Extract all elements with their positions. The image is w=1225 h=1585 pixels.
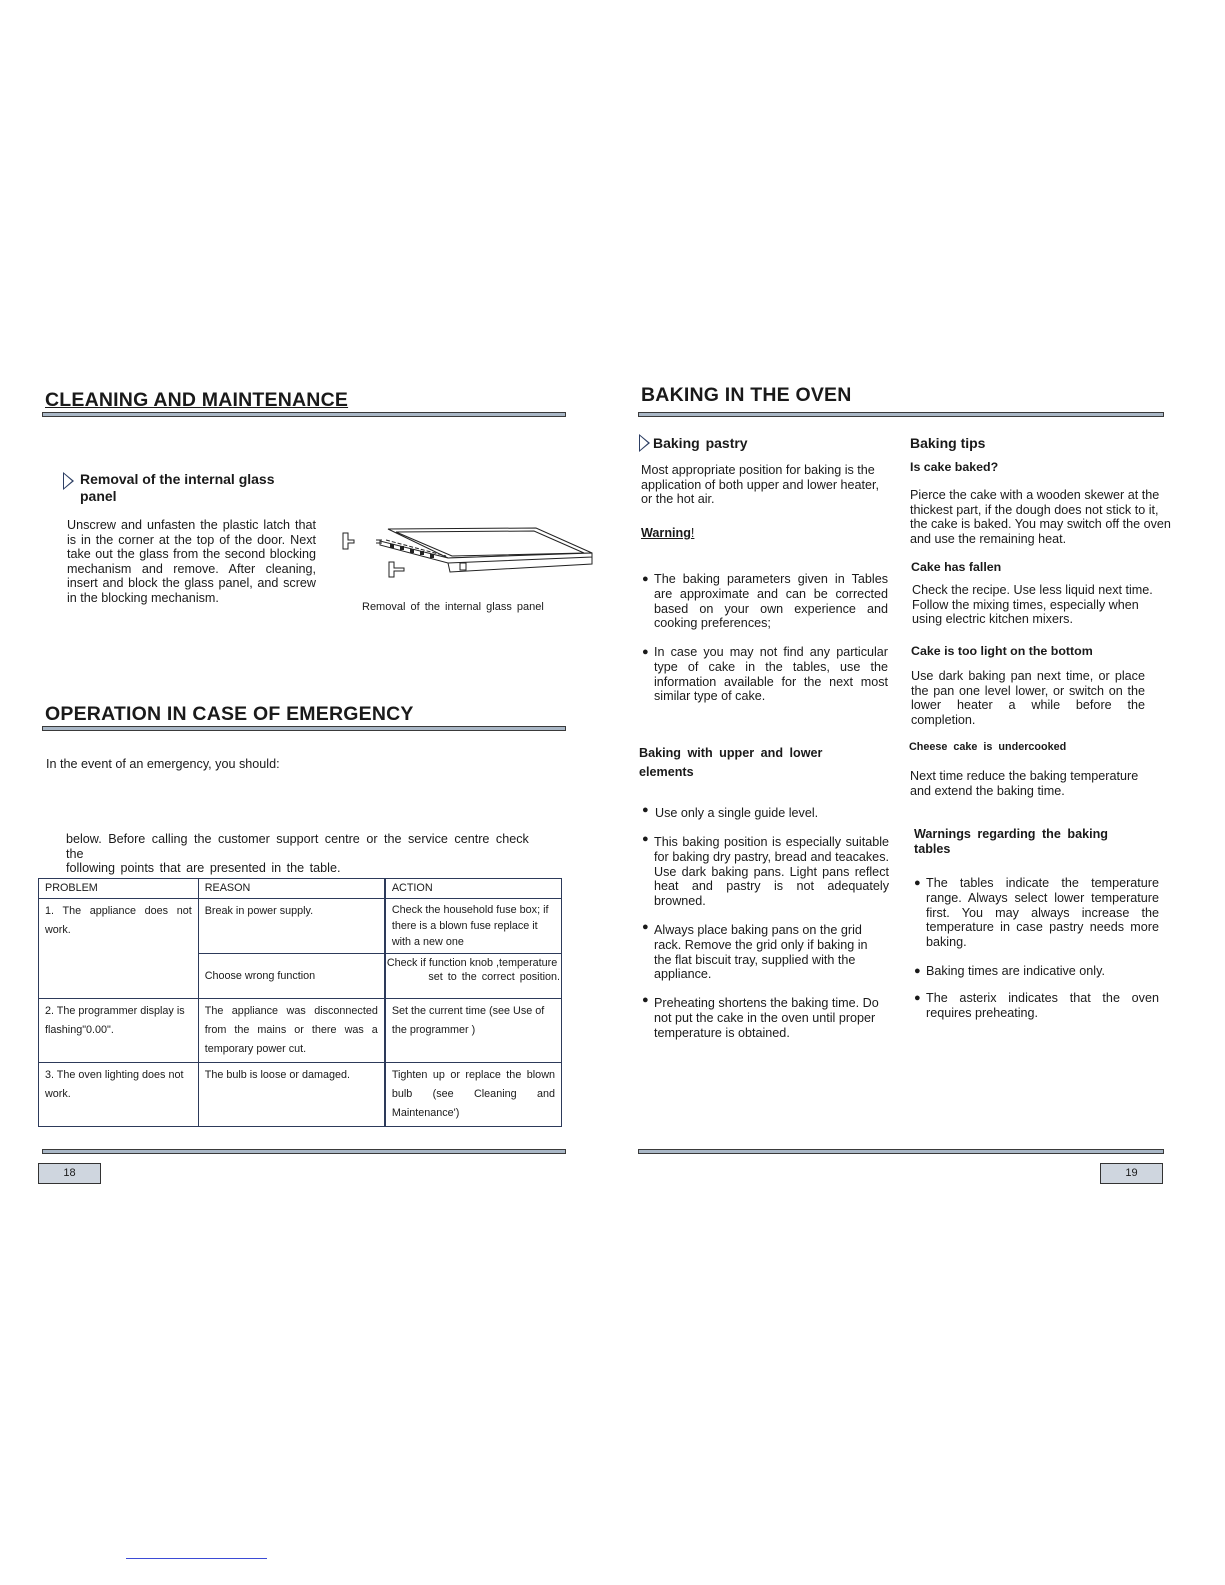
bullet-icon: ●: [914, 965, 921, 977]
baking-tips-heading: Baking tips: [910, 435, 986, 451]
play-triangle-icon: [639, 434, 650, 452]
emergency-intro: In the event of an emergency, you should:: [46, 757, 280, 771]
list-item: ● This baking position is especially suitable for baking dry pastry, bread and teacakes. Use dark baking pans. Light pans reflect heat and pastry is not adequately browned.: [642, 833, 889, 909]
action-cell: Check the household fuse box; if there is a blown fuse replace it with a new one: [385, 899, 562, 954]
bullet-icon: ●: [642, 921, 649, 933]
bullet-icon: ●: [642, 804, 649, 816]
tip-answer: Next time reduce the baking temperature and extend the baking time.: [910, 769, 1139, 798]
emergency-title: OPERATION IN CASE OF EMERGENCY: [45, 703, 414, 725]
header-action: ACTION: [385, 879, 562, 899]
troubleshooting-table: [38, 878, 562, 1127]
problem-cell: 3. The oven lighting does not work.: [39, 1063, 199, 1127]
play-triangle-icon: [63, 472, 74, 490]
upper-lower-heading: Baking with upper and lower elements: [639, 746, 823, 779]
bullet-icon: ●: [914, 992, 921, 1004]
tip-question: Cake is too light on the bottom: [911, 644, 1093, 658]
header-problem: PROBLEM: [39, 879, 199, 899]
page-number-left: 18: [38, 1163, 101, 1184]
title-rule: [42, 412, 566, 417]
tip-answer: Pierce the cake with a wooden skewer at the thickest part, if the dough does not stick to it, the cake is baked. You may switch off the oven and use the remaining heat.: [910, 488, 1171, 546]
warning-label: Warning!: [641, 526, 695, 540]
list-item: ● In case you may not find any particular type of cake in the tables, use the information available for the next most similar type of cake.: [642, 645, 888, 704]
tip-question: Is cake baked?: [910, 460, 999, 474]
glass-removal-paragraph: Unscrew and unfasten the plastic latch that is in the corner at the top of the door. Next take out the glass from the second blocking mechanism and remove. After cleaning, insert and block the glass panel, and screw in the blocking mechanism.: [67, 518, 316, 605]
reason-cell: The appliance was disconnected from the mains or there was a temporary power cut.: [198, 999, 385, 1063]
action-cell: Check if function knob ,temperature set to the correct position.: [385, 954, 562, 999]
header-reason: REASON: [198, 879, 385, 899]
emergency-rule: [42, 726, 566, 731]
bullet-icon: ●: [642, 994, 649, 1006]
glass-removal-heading: Removal of the internal glass panel: [80, 471, 275, 504]
baking-title: BAKING IN THE OVEN: [641, 384, 852, 406]
table-header-row: [39, 879, 562, 899]
cleaning-maintenance-title: CLEANING AND MAINTENANCE: [45, 389, 349, 411]
page-number-right: 19: [1100, 1163, 1163, 1184]
baking-title-rule: [638, 412, 1164, 417]
list-item: ● Always place baking pans on the grid rack. Remove the grid only if baking in the flat biscuit tray, supplied with the appliance.: [642, 921, 868, 982]
action-cell: Tighten up or replace the blown bulb (see Cleaning and Maintenance'): [385, 1063, 562, 1127]
bullet-icon: ●: [642, 833, 649, 845]
reason-cell: The bulb is loose or damaged.: [198, 1063, 385, 1127]
emergency-below-text: below. Before calling the customer support centre or the service centre check the following points that are presented in the table.: [66, 832, 529, 876]
baking-pastry-heading: Baking pastry: [638, 434, 748, 453]
bottom-link-line: [126, 1558, 267, 1559]
table-row: [39, 1063, 562, 1127]
bullet-icon: ●: [642, 646, 649, 658]
tip-question: Cake has fallen: [911, 560, 1002, 574]
bullet-icon: ●: [642, 573, 649, 585]
problem-cell: 2. The programmer display is flashing"0.00".: [39, 999, 199, 1063]
list-item: ● The asterix indicates that the oven requires preheating.: [914, 991, 1159, 1020]
list-item: ● The tables indicate the temperature range. Always select lower temperature first. You may always increase the temperature in case pastry needs more baking.: [914, 876, 1159, 950]
list-item: ● Baking times are indicative only.: [914, 964, 1105, 978]
reason-cell: Break in power supply.: [198, 899, 385, 954]
tip-answer: Check the recipe. Use less liquid next time. Follow the mixing times, especially when using electric kitchen mixers.: [912, 583, 1153, 627]
problem-cell: 1. The appliance does not work.: [39, 899, 199, 999]
list-item: ● Use only a single guide level.: [642, 804, 819, 820]
tip-answer: Use dark baking pan next time, or place the pan one level lower, or switch on the lower heater a while before the completion.: [911, 669, 1145, 727]
glass-panel-caption: Removal of the internal glass panel: [362, 601, 544, 613]
footer-rule-right: [638, 1149, 1164, 1154]
bullet-icon: ●: [914, 877, 921, 889]
reason-cell: Choose wrong function: [198, 954, 385, 999]
footer-rule-left: [42, 1149, 566, 1154]
tip-question: Cheese cake is undercooked: [909, 741, 1067, 753]
baking-pastry-intro: Most appropriate position for baking is the application of both upper and lower heater, or the hot air.: [641, 463, 880, 507]
warnings-heading: Warnings regarding the baking tables: [914, 827, 1108, 856]
glass-panel-illustration: [336, 522, 598, 584]
glass-removal-section: [62, 471, 322, 505]
table-row: [39, 999, 562, 1063]
action-cell: Set the current time (see Use of the programmer ): [385, 999, 562, 1063]
table-row: [39, 899, 562, 954]
list-item: ● The baking parameters given in Tables are approximate and can be corrected based on your own experience and cooking preferences;: [642, 572, 888, 631]
list-item: ● Preheating shortens the baking time. Do not put the cake in the oven until proper temperature is obtained.: [642, 994, 879, 1040]
